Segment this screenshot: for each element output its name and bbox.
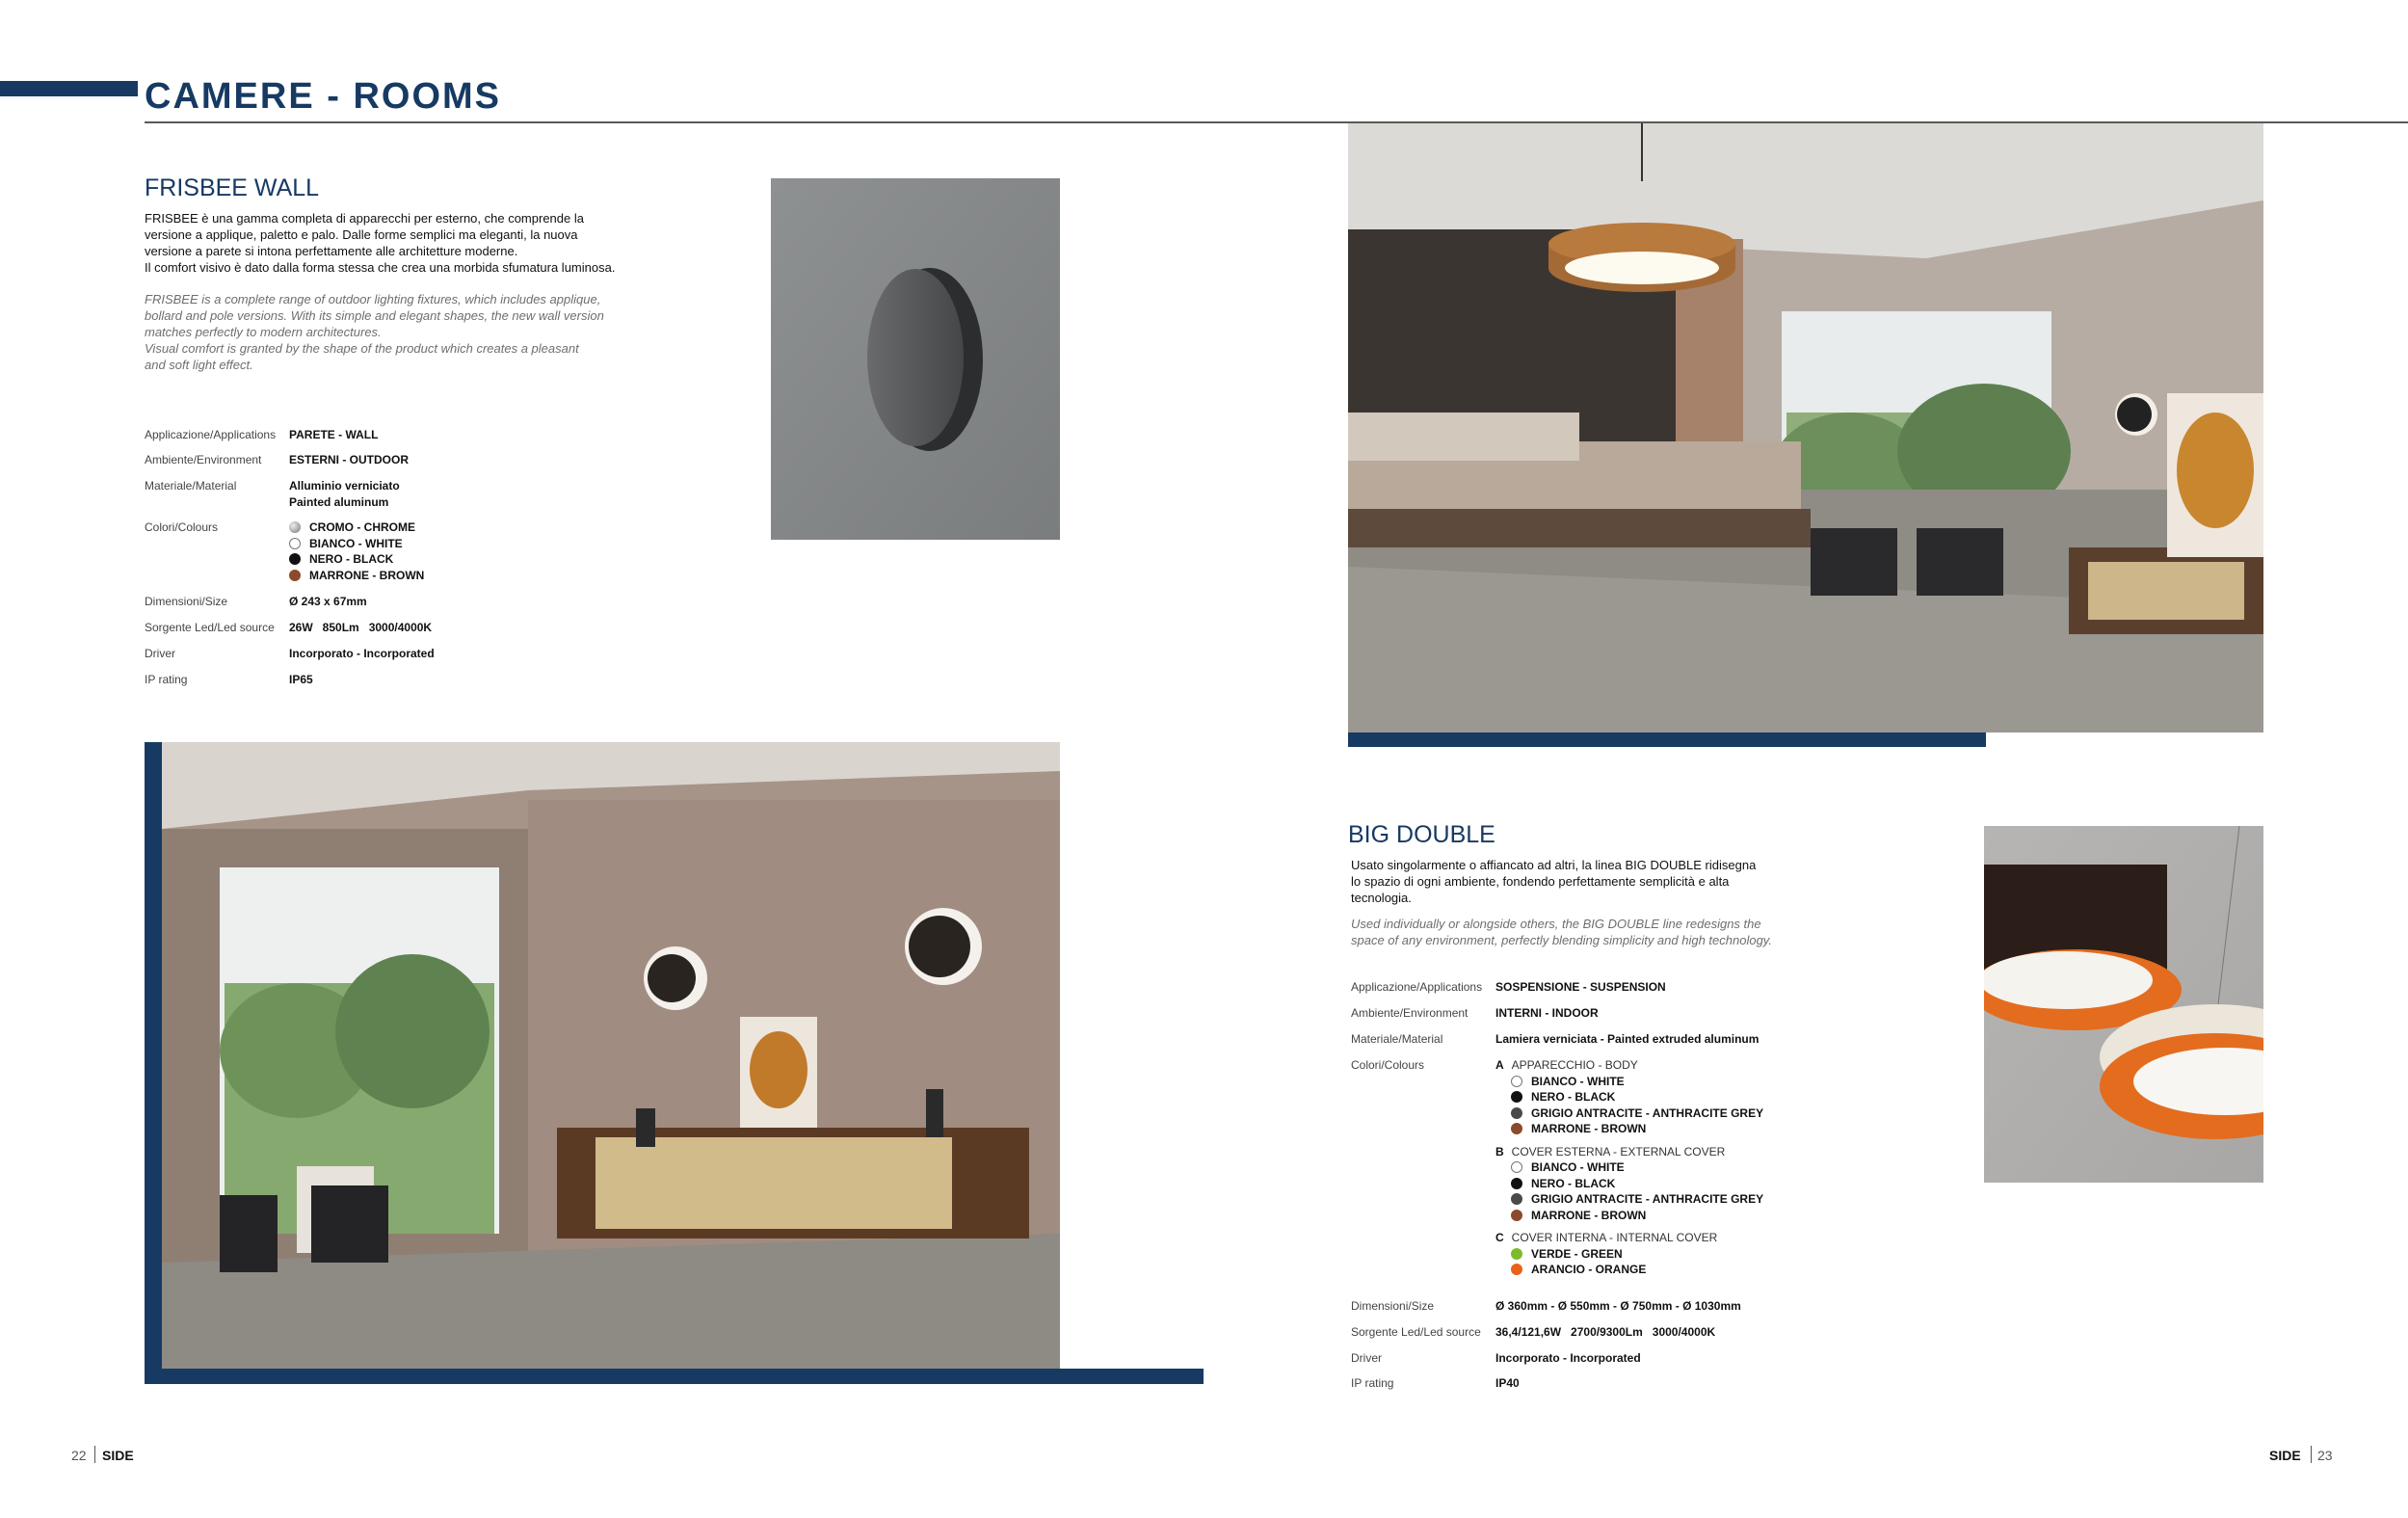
bigdouble-product-photo bbox=[1984, 826, 2263, 1183]
bigdouble-description-it: Usato singolarmente o affiancato ad altri, la linea BIG DOUBLE ridisegna lo spazio di ogni ambiente, fondendo perfettamente semplicità e alta tecnologia. bbox=[1351, 858, 1757, 905]
bedroom-photo-accent-bar bbox=[1348, 732, 1986, 747]
white-swatch bbox=[1511, 1161, 1522, 1173]
black-swatch bbox=[1511, 1178, 1522, 1189]
anthracite-swatch bbox=[1511, 1107, 1522, 1119]
anthracite-swatch bbox=[1511, 1193, 1522, 1205]
bedroom-scene-photo bbox=[1348, 123, 2263, 732]
bigdouble-description-en: Used individually or alongside others, the BIG DOUBLE line redesigns the space of any environment, perfectly blending simplicity and high technology. bbox=[1351, 917, 1772, 947]
left-page-number: 22 bbox=[71, 1448, 87, 1463]
page-title: CAMERE - ROOMS bbox=[145, 76, 501, 117]
brown-swatch bbox=[1511, 1123, 1522, 1134]
frisbee-product-photo bbox=[771, 178, 1060, 540]
white-swatch bbox=[289, 538, 301, 549]
bigdouble-colour-groups: A APPARECCHIO - BODY BIANCO - WHITE NERO - BLACK GRIGIO ANTRACITE - ANTHRACITE GREY MARRONE - BROWN B COVER ESTERNA - EXTERNAL COVER BIANCO - WHITE NERO - BLACK GRIGIO ANTRACITE - ANTHRACITE GREY MARRONE - BROWN C COVER INTERNA - INTERNAL COVER VERDE - GREEN ARANCIO - ORANGE bbox=[1495, 1058, 1764, 1276]
footer-separator-right bbox=[2311, 1446, 2312, 1463]
colour-group-c: C COVER INTERNA - INTERNAL COVER bbox=[1495, 1231, 1718, 1244]
frisbee-colour-list: CROMO - CHROME BIANCO - WHITE NERO - BLACK MARRONE - BROWN bbox=[289, 519, 424, 583]
living-photo-accent-bar-vertical bbox=[145, 742, 162, 1384]
header-accent-bar bbox=[0, 81, 138, 96]
black-swatch bbox=[289, 553, 301, 565]
left-footer-brand: SIDE bbox=[102, 1448, 134, 1463]
frisbee-description-en: FRISBEE is a complete range of outdoor lighting fixtures, which includes applique, bollard and pole versions. With its simple and elegant shapes, the new wall version matches perfectly to modern architectures. Visual comfort is granted by the shape of the product which creates a pleasant and soft light effect. bbox=[145, 292, 604, 372]
living-photo-accent-bar-horizontal bbox=[145, 1369, 1204, 1384]
orange-swatch bbox=[1511, 1264, 1522, 1275]
bigdouble-title: BIG DOUBLE bbox=[1348, 821, 1495, 848]
living-scene-photo bbox=[162, 742, 1060, 1369]
frisbee-specs: Applicazione/Applications PARETE - WALL Ambiente/Environment ESTERNI - OUTDOOR Materiale/Material Alluminio verniciato Painted aluminum Colori/Colours CROMO - CHROME BIANCO - WHITE NERO - BLACK MARRONE - BROWN Dimensioni/Size Ø 243 x 67mm Sorgente Led/Led source 26W 850Lm 3000/4000K Driver Incorporato - Incorporated IP rating IP65 bbox=[145, 428, 435, 686]
colour-group-a: A APPARECCHIO - BODY bbox=[1495, 1058, 1638, 1072]
footer-separator-left bbox=[94, 1446, 95, 1463]
chrome-swatch bbox=[289, 521, 301, 533]
black-swatch bbox=[1511, 1091, 1522, 1103]
right-footer-brand: SIDE bbox=[2269, 1448, 2301, 1463]
bigdouble-specs: Applicazione/Applications SOSPENSIONE - SUSPENSION Ambiente/Environment INTERNI - INDOOR Materiale/Material Lamiera verniciata - Painted extruded aluminum Colori/Colours A APPARECCHIO - BODY BIANCO - WHITE NERO - BLACK GRIGIO ANTRACITE - ANTHRACITE GREY MARRONE - BROWN B COVER ESTERNA - EXTERNAL COVER BIANCO - WHITE NERO - BLACK GRIGIO ANTRACITE - ANTHRACITE GREY MARRONE - BROWN C COVER INTERNA - INTERNAL COVER VERDE - GREEN ARANCIO - ORANGE Dimensioni/Size Ø 360mm - Ø 550mm - Ø 750mm - Ø 1030mm Sorgente Led/Led source 36,4/121,6W 2700/9300Lm 3000/4000K Driver Incorporato - Incorporated IP rating IP40 bbox=[1351, 980, 1764, 1390]
green-swatch bbox=[1511, 1248, 1522, 1260]
frisbee-description-it: FRISBEE è una gamma completa di apparecchi per esterno, che comprende la versione a applique, paletto e palo. Dalle forme semplici ma eleganti, la nuova versione a parete si intona perfettamente alle architetture moderne. Il comfort visivo è dato dalla forma stessa che crea una morbida sfumatura luminosa. bbox=[145, 211, 616, 275]
frisbee-title: FRISBEE WALL bbox=[145, 174, 320, 201]
colour-group-b: B COVER ESTERNA - EXTERNAL COVER bbox=[1495, 1144, 1726, 1158]
right-page-number: 23 bbox=[2317, 1448, 2333, 1463]
brown-swatch bbox=[1511, 1210, 1522, 1221]
white-swatch bbox=[1511, 1076, 1522, 1087]
brown-swatch bbox=[289, 570, 301, 581]
